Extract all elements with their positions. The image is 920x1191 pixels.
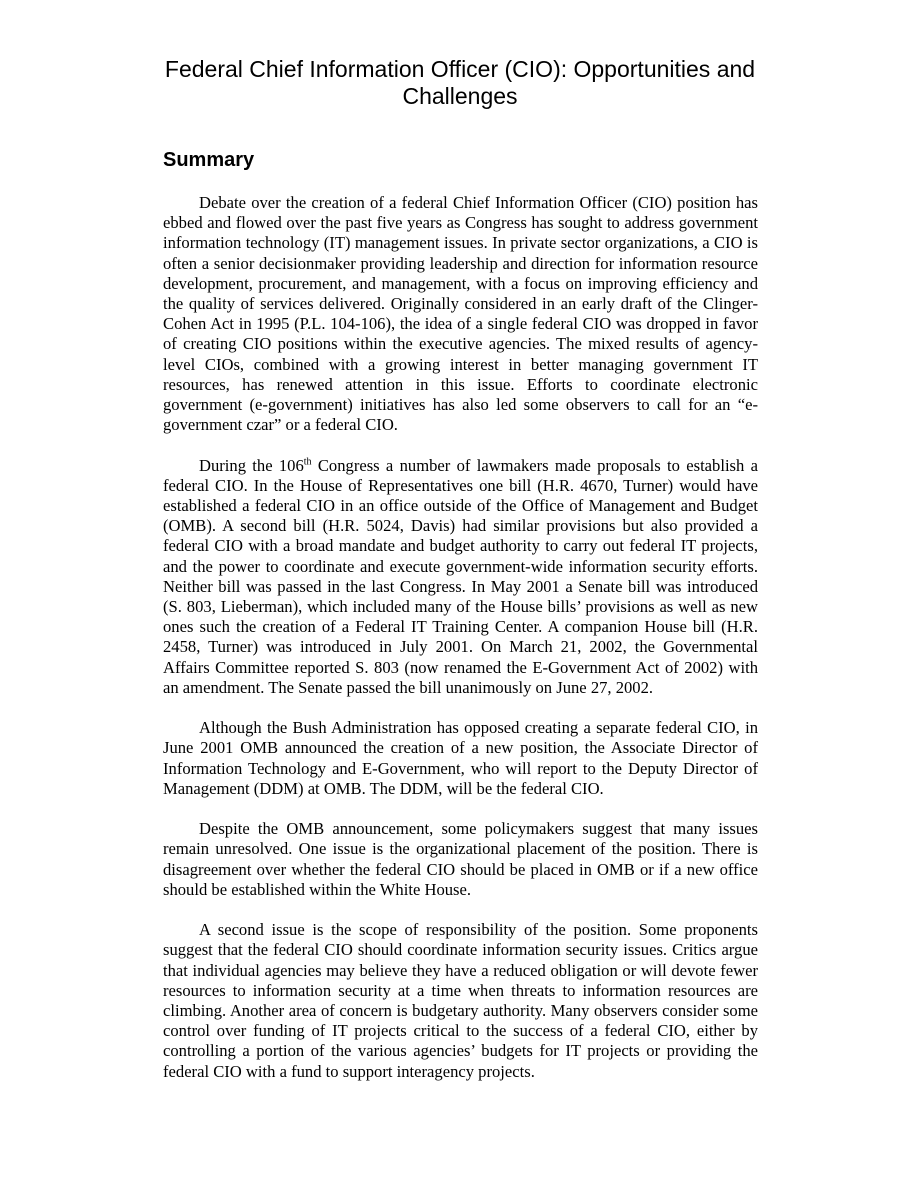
- paragraph-1: Debate over the creation of a federal Chief Information Officer (CIO) position has ebbed and flowed over the past five years as Congress has sought to address government information technology (IT) management issues. In private sector organizations, a CIO is often a senior decisionmaker providing leadership and direction for information resource development, procurement, and management, with a focus on improving efficiency and the quality of services delivered. Originally considered in an early draft of the Clinger-Cohen Act in 1995 (P.L. 104-106), the idea of a single federal CIO was dropped in favor of creating CIO positions within the executive agencies. The mixed results of agency-level CIOs, combined with a growing interest in better managing government IT resources, has renewed attention in this issue. Efforts to coordinate electronic government (e-government) initiatives has also led some observers to call for an “e-government czar” or a federal CIO.: [163, 193, 758, 435]
- paragraph-5: A second issue is the scope of responsibility of the position. Some proponents suggest that the federal CIO should coordinate information security issues. Critics argue that individual agencies may believe they have a reduced obligation or will devote fewer resources to information security at a time when threats to information resources are climbing. Another area of concern is budgetary authority. Many observers consider some control over funding of IT projects critical to the success of a federal CIO, either by controlling a portion of the various agencies’ budgets for IT projects or providing the federal CIO with a fund to support interagency projects.: [163, 920, 758, 1081]
- paragraph-2-start: During the 106: [199, 455, 304, 475]
- paragraph-2-rest: Congress a number of lawmakers made proposals to establish a federal CIO. In the House of Representatives one bill (H.R. 4670, Turner) would have established a federal CIO in an office outside of the Office of Management and Budget (OMB). A second bill (H.R. 5024, Davis) had similar provisions but also provided a federal CIO with a broad mandate and budget authority to carry out federal IT projects, and the power to coordinate and execute government-wide information security efforts. Neither bill was passed in the last Congress. In May 2001 a Senate bill was introduced (S. 803, Lieberman), which included many of the House bills’ provisions as well as new ones such the creation of a Federal IT Training Center. A companion House bill (H.R. 2458, Turner) was introduced in July 2001. On March 21, 2002, the Governmental Affairs Committee reported S. 803 (now renamed the E-Government Act of 2002) with an amendment. The Senate passed the bill unanimously on June 27, 2002.: [163, 455, 758, 697]
- ordinal-superscript: th: [303, 456, 312, 468]
- paragraph-4: Despite the OMB announcement, some policymakers suggest that many issues remain unresolved. One issue is the organizational placement of the position. There is disagreement over whether the federal CIO should be placed in OMB or if a new office should be established within the White House.: [163, 819, 758, 899]
- document-title: Federal Chief Information Officer (CIO): Opportunities and Challenges: [164, 56, 756, 109]
- paragraph-2: [163, 456, 758, 698]
- paragraph-3: Although the Bush Administration has opposed creating a separate federal CIO, in June 2001 OMB announced the creation of a new position, the Associate Director of Information Technology and E-Government, who will report to the Deputy Director of Management (DDM) at OMB. The DDM, will be the federal CIO.: [163, 718, 758, 798]
- summary-body: [163, 193, 758, 1102]
- section-heading-summary: Summary: [163, 149, 255, 171]
